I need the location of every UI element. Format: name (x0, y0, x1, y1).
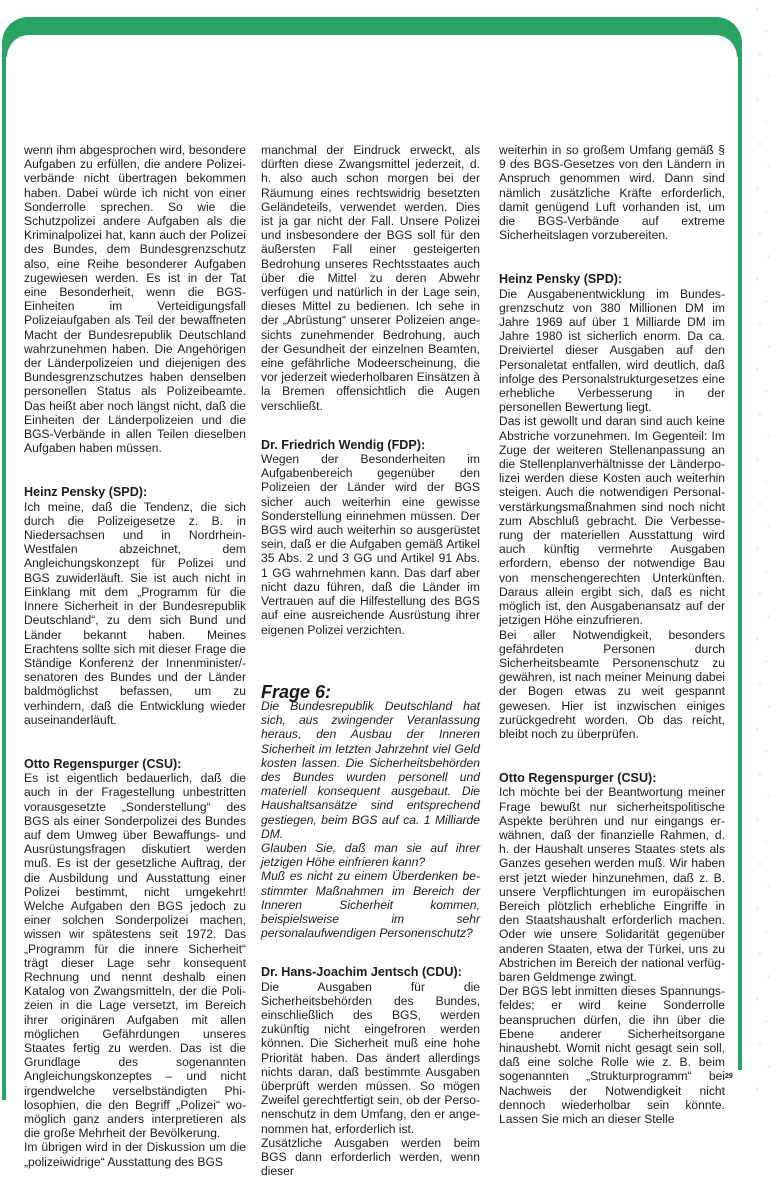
question-block (261, 681, 480, 941)
paragraph: Es ist eigentlich bedauerlich, daß die auch in der Fragestellung unbestritten vorausgesetzte „Sonderstellung“ des BGS als einer Sonderpolizei des Bundes auf dem Umweg über Bewaffungs- und Ausrüstungsfragen diskutiert werden muß. Es ist der gesetzliche Auftrag, der die Ausbildung und Ausstattung einer Polizei bestimmt, nicht umgekehrt! Welche Aufgaben den BGS jedoch zu einer solchen Sonderpolizei machen, wissen wir spätestens seit 1972. Das „Programm für die innere Sicherheit“ trägt dieser Lage sehr konsequent Rechnung und nennt deshalb einen Katalog von Zwangsmitteln, der die Polizeien in die Lage versetzt, im Bereich ihrer originären Aufgaben mit allen möglichen Gefährdungen unseres Staates fertig zu werden. Das ist die Grundlage des sogenannten Angleichungskonzeptes – und nicht irgendwelche verselbständigten Philosophien, die den Begriff „Polizei“ womöglich ganz anders interpretieren als die große Mehrheit der Bevölkerung. (24, 771, 246, 1141)
speaker-heading: Heinz Pensky (SPD): (499, 272, 623, 287)
speaker-heading: Dr. Hans-Joachim Jentsch (CDU): (261, 965, 462, 980)
question-text: Die Bundesrepublik Deutschland hat sich, aus zwingender Veranlassung heraus, den Ausbau der Inneren Sicherheit im letzten Jahrzehnt viel Geld kosten lassen. Die Sicherheitsbehörden des Bundes wurden personell und materiell konsequent ausgebaut. Die Haushaltsansätze sind entsprechend gestiegen, beim BGS auf ca. 1 Milliarde DM. (261, 698, 480, 841)
question-text: Muß es nicht zu einem Überdenken bestimmter Maßnahmen im Bereich der Inneren Sicherheit kommen, beispielsweise im sehr personalaufwendigen Personenschutz? (261, 869, 480, 941)
scan-speckle-margin (748, 0, 778, 1100)
text-column-1 (24, 143, 246, 1169)
paragraph: manchmal der Eindruck erweckt, als dürften diese Zwangsmittel jederzeit, d. h. also auch schon morgen bei der Räumung eines rechtswidrig besetzten Geländeteils, verwendet werden. Dies ist ja gar nicht der Fall. Unsere Polizei und insbesondere der BGS soll für den äußersten Fall einer gesteigerten Bedrohung unseres Rechtsstaates auch über die Mittel zu deren Abwehr verfügen und natürlich in der Lage sein, dieses Mittel zu bedienen. Ich sehe in der „Abrüstung“ unserer Polizeien angesichts zunehmender Bedrohung, auch der Gesundheit der einzelnen Beamten, eine gefährliche Modeerscheinung, die vor jederzeit wiederholbaren Einsätzen à la Bremen offensichtlich die Augen verschließt. (261, 143, 480, 413)
paragraph: wenn ihm abgesprochen wird, besondere Aufgaben zu erfüllen, die andere Polizeiverbände nicht übertragen bekommen haben. Dabei würde ich nicht von einer Sonderrolle sprechen. So wie die Schutzpolizei andere Aufgaben als die Kriminalpolizei hat, kann auch der Polizei des Bundes, dem Bundesgrenzschutz also, eine Reihe besonderer Aufgaben zugewiesen werden. Es ist in der Tat eine Besonderheit, wenn die BGS-Einheiten im Verteidigungsfall Polizeiaufgaben als Teil der bewaffneten Macht der Bundesrepublik Deutschland wahrzunehmen haben. Die Angehörigen der Länderpolizeien und diejenigen des Bundesgrenzschutzes haben denselben personellen Status als Polizeibeamte. Das heißt aber noch längst nicht, daß die Einheiten der Länderpolizeien und die BGS-Verbände in allen Teilen dieselben Aufgaben haben müssen. (24, 143, 246, 456)
question-heading: Frage 6: (261, 681, 332, 702)
green-frame-left (2, 40, 6, 1100)
paragraph: Das ist gewollt und daran sind auch keine Abstriche vorzunehmen. Im Gegenteil: Im Zuge der weiteren Stellenanpassung an die Stellenplanverhältnisse der Länderpolizei werden diese Kosten auch weiterhin steigen. Auch die notwendigen Personalverstärkungsmaßnahmen sind noch nicht zum Abschluß gebracht. Die Verbesserung der materiellen Ausstattung wird auch künftig vermehrte Ausgaben erfordern, ebenso der notwendige Bau von menschengerechten Unterkünften. Daraus allein ergibt sich, daß es nicht möglich ist, den Ausgabenansatz auf der jetzigen Höhe einzufrieren. (499, 414, 725, 628)
paragraph: Ich meine, daß die Tendenz, die sich durch die Polizeigesetze z. B. in Niedersachsen und in Nordrhein-Westfalen abzeichnet, dem Angleichungskonzept für Polizei und BGS zuwiderläuft. Sie ist auch nicht in Einklang mit dem „Programm für die Innere Sicherheit in der Bundesrepublik Deutschland“, zu dem sich Bund und Länder bekannt haben. Meines Erachtens sollte sich mit dieser Frage die Ständige Konferenz der Innenminister/-senatoren des Bundes und der Länder baldmöglichst befassen, um zu verhindern, daß die Entwicklung wieder auseinanderläuft. (24, 499, 246, 727)
green-frame-inner-cutout (7, 35, 737, 95)
speaker-heading: Heinz Pensky (SPD): (24, 485, 148, 500)
paragraph: Der BGS lebt inmitten dieses Spannungsfeldes; er wird keine Sonderrolle beanspruchen dürfen, die ihn über die Ebene anderer Sicherheitsorgane hinaushebt. Womit nicht gesagt sein soll, daß eine solche Rolle wie z. B. beim sogenannten „Strukturprogramm“ bei Nachweis der Notwendigkeit nicht dennoch wiederholbar sein könnte. Lassen Sie mich an dieser Stelle (499, 984, 725, 1126)
paragraph: Die Ausgabenentwicklung im Bundesgrenzschutz von 380 Millionen DM im Jahre 1969 auf über 1 Milliarde DM im Jahre 1980 ist sicherlich enorm. Da ca. Dreiviertel dieser Ausgaben auf den Personaletat entfallen, wird deutlich, daß infolge des Personalstrukturgesetzes eine erhebliche Verbesserung in der personellen Bewertung liegt. (499, 286, 725, 415)
question-text: Glauben Sie, daß man sie auf ihrer jetzigen Höhe einfrieren kann? (261, 840, 480, 870)
paragraph: Wegen der Besonderheiten im Aufgabenbereich gegenüber den Polizeien der Länder wird der BGS sicher auch weiterhin eine gewisse Sonderstellung einnehmen müssen. Der BGS wird auch weiterhin so ausgerüstet sein, daß er die Aufgaben gemäß Artikel 35 Abs. 2 und 3 GG und Artikel 91 Abs. 1 GG wahrnehmen kann. Das darf aber nicht dazu führen, daß die Länder im Vertrauen auf die Hilfestellung des BGS auf eine ausreichende Ausrüstung ihrer eigenen Polizei verzichten. (261, 452, 480, 637)
paragraph: Zusätzliche Ausgaben werden beim BGS dann erforderlich werden, wenn dieser (261, 1135, 480, 1178)
paragraph: Bei aller Notwendigkeit, besonders gefährdeten Personen durch Sicherheitsbeamte Personenschutz zu gewähren, ist nach meiner Meinung dabei der Bogen etwas zu weit gespannt gewesen. Hier ist inzwischen einiges zurückgedreht worden. Ob das reicht, bleibt noch zu überprüfen. (499, 627, 725, 741)
text-column-3 (499, 143, 725, 1126)
text-column-2 (261, 143, 480, 1178)
paragraph: weiterhin in so großem Umfang gemäß § 9 des BGS-Gesetzes von den Ländern in Anspruch genommen wird. Dann sind nämlich zusätzliche Kräfte erforderlich, damit genügend Luft vorhanden ist, um die BGS-Verbände auf extreme Sicherheitslagen vorzubereiten. (499, 143, 725, 243)
paragraph: Ich möchte bei der Beantwortung meiner Frage bewußt nur sicherheitspolitische Aspekte berühren und nur eingangs erwähnen, daß der finanzielle Rahmen, d. h. der Haushalt unseres Staates stets als Ganzes gesehen werden muß. Wir haben erst jetzt wieder hinzunehmen, daß z. B. unsere Verpflichtungen im europäischen Bereich plötzlich erhebliche Eingriffe in den Staatshaushalt erforderlich machen. Oder wie unsere Solidarität gegenüber anderen Staaten, etwa der Türkei, uns zu Abstrichen im Bereich der national verfügbaren Geldmenge zwingt. (499, 785, 725, 984)
speaker-heading: Otto Regenspurger (CSU): (24, 756, 182, 771)
speaker-heading: Otto Regenspurger (CSU): (499, 771, 657, 786)
page-number: 29 (725, 1073, 733, 1080)
paragraph: Im übrigen wird in der Diskussion um die „polizeiwidrige“ Ausstattung des BGS (24, 1140, 246, 1169)
paragraph: Die Ausgaben für die Sicherheitsbehörden des Bundes, einschließlich des BGS, werden zukünftig nicht eingefroren werden können. Die Sicherheit muß eine hohe Priorität haben. Das ändert allerdings nichts daran, daß bestimmte Ausgaben überprüft werden müssen. So mögen Zweifel gerechtfertigt sein, ob der Personenschutz in dem Umfang, den er angenommen hat, erforderlich ist. (261, 979, 480, 1136)
speaker-heading: Dr. Friedrich Wendig (FDP): (261, 437, 426, 452)
green-frame-right (738, 40, 742, 1070)
